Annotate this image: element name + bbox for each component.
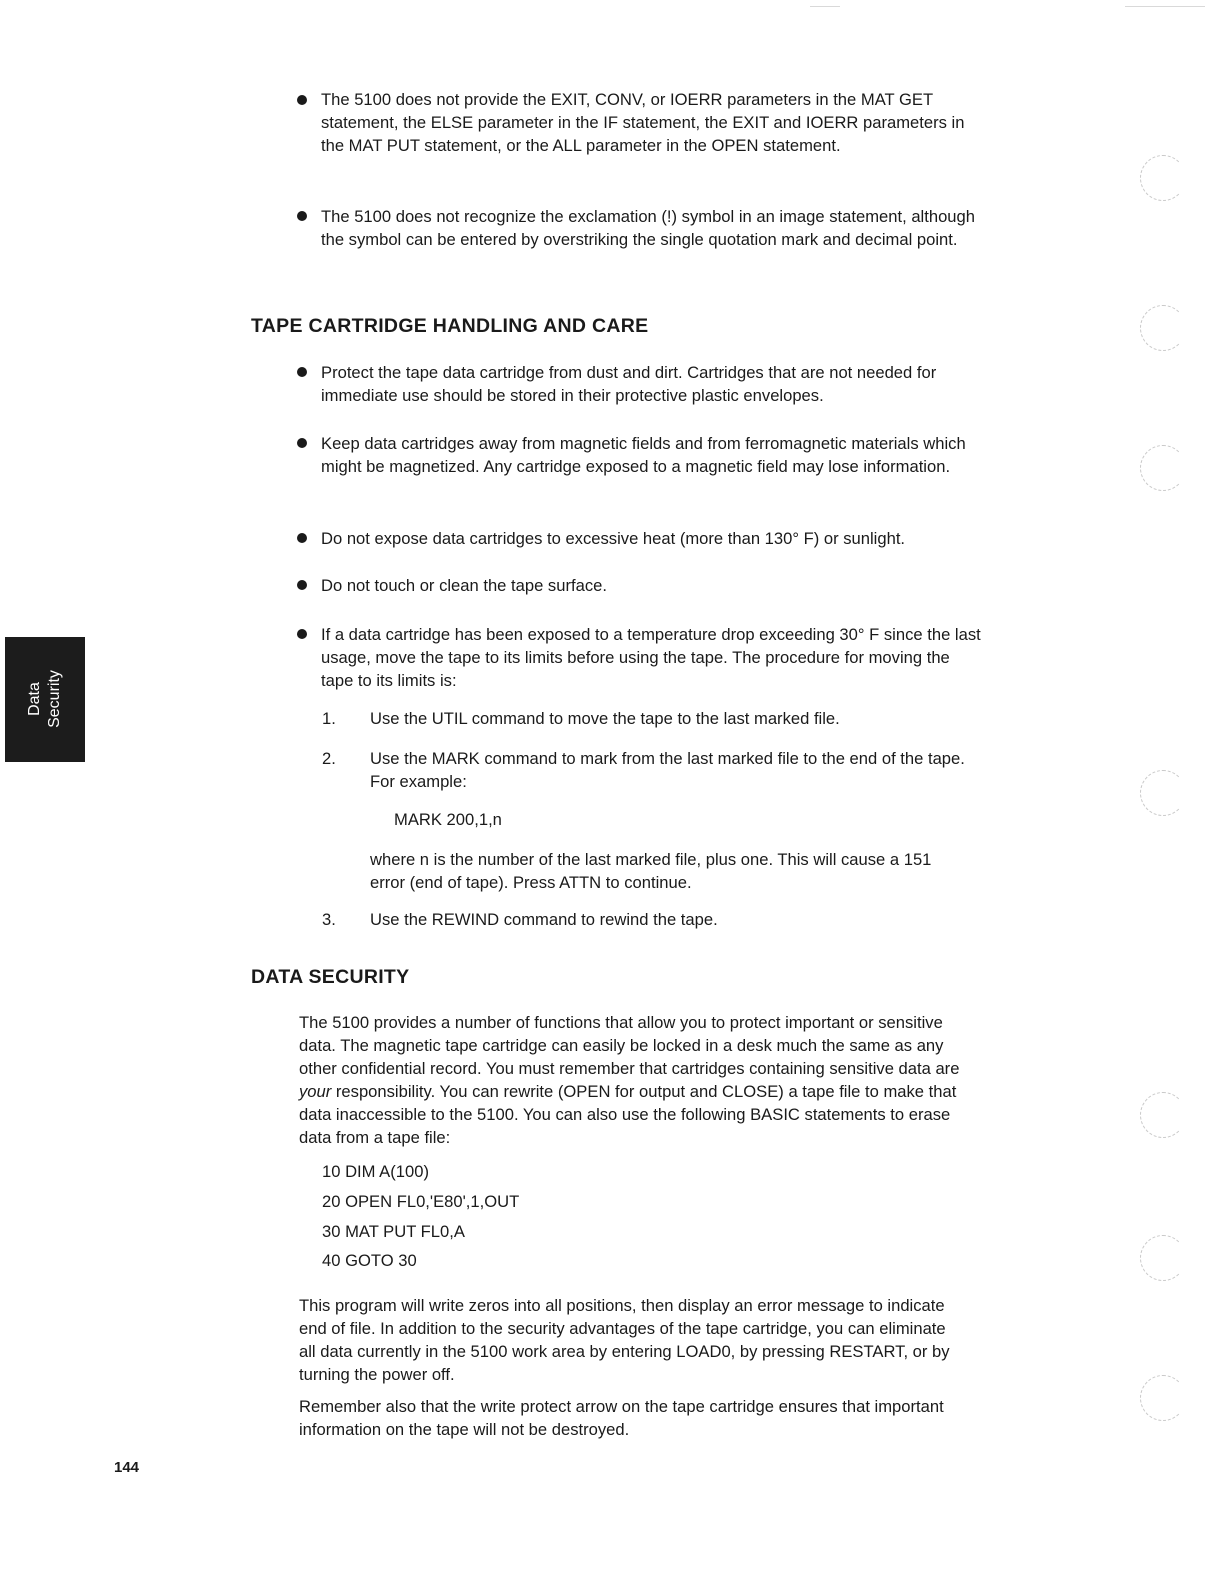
- step-number: 3.: [322, 910, 336, 929]
- step-number: 2.: [322, 749, 336, 768]
- security-program-paragraph: This program will write zeros into all positions, then display an error message to indicate end of file. In addition to the security advantages of the tape cartridge, you can eliminate all data currently in the 5100 work area by entering LOAD0, by pressing RESTART, or by turning the power off.: [299, 1296, 950, 1384]
- bullet-exit-conv-ioerr: The 5100 does not provide the EXIT, CONV, or IOERR parameters in the MAT GET statement, the ELSE parameter in the IF statement, the EXIT and IOERR parameters in the MAT PUT statement, or the ALL parameter in the OPEN statement.: [321, 90, 965, 155]
- bullet-temperature-drop: If a data cartridge has been exposed to a temperature drop exceeding 30° F since the last usage, move the tape to its limits before using the tape. The procedure for moving the tape to its limits is:: [321, 625, 981, 690]
- step-number: 1.: [322, 709, 336, 728]
- step-util-command: Use the UTIL command to move the tape to the last marked file.: [370, 709, 840, 728]
- binder-hole-2: [1140, 305, 1186, 351]
- code-line: 30 MAT PUT FL0,A: [322, 1222, 465, 1241]
- code-line: 20 OPEN FL0,'E80',1,OUT: [322, 1192, 520, 1211]
- binder-hole-7: [1140, 1375, 1186, 1421]
- scan-mark-top: [1125, 6, 1205, 7]
- code-line: 40 GOTO 30: [322, 1251, 417, 1270]
- example-mark-statement: MARK 200,1,n: [394, 810, 502, 829]
- bullet-dot: [297, 580, 307, 590]
- scan-mark-top-small: [810, 6, 840, 7]
- bullet-protect-dust: Protect the tape data cartridge from dust and dirt. Cartridges that are not needed for immediate use should be stored in their protective plastic envelopes.: [321, 363, 937, 405]
- binder-hole-3: [1140, 445, 1186, 491]
- bullet-dot: [297, 438, 307, 448]
- binder-hole-1: [1140, 155, 1186, 201]
- bullet-do-not-touch: Do not touch or clean the tape surface.: [321, 576, 607, 595]
- code-line: 10 DIM A(100): [322, 1162, 429, 1181]
- binder-hole-6: [1140, 1235, 1186, 1281]
- emphasis-your: your: [299, 1082, 332, 1101]
- example-note: where n is the number of the last marked file, plus one. This will cause a 151 error (end of tape). Press ATTN to continue.: [370, 850, 932, 892]
- bullet-dot: [297, 367, 307, 377]
- security-intro-paragraph: The 5100 provides a number of functions that allow you to protect important or sensitive data. The magnetic tape cartridge can easily be locked in a desk much the same as any other confidential record. You must remember that cartridges containing sensitive data are your responsibility. You can rewrite (OPEN for output and CLOSE) a tape file to make that data inaccessible to the 5100. You can also use the following BASIC statements to erase data from a tape file:: [299, 1013, 960, 1147]
- heading-tape-cartridge: TAPE CARTRIDGE HANDLING AND CARE: [251, 315, 649, 337]
- step-mark-command: Use the MARK command to mark from the last marked file to the end of the tape. For example:: [370, 749, 965, 791]
- bullet-excessive-heat: Do not expose data cartridges to excessive heat (more than 130° F) or sunlight.: [321, 529, 906, 548]
- step-rewind-command: Use the REWIND command to rewind the tape.: [370, 910, 718, 929]
- bullet-dot: [297, 211, 307, 221]
- bullet-dot: [297, 533, 307, 543]
- side-tab-label: Data Security: [26, 670, 63, 728]
- bullet-exclamation-symbol: The 5100 does not recognize the exclamation (!) symbol in an image statement, although the symbol can be entered by overstriking the single quotation mark and decimal point.: [321, 207, 975, 249]
- bullet-magnetic-fields: Keep data cartridges away from magnetic fields and from ferromagnetic materials which might be magnetized. Any cartridge exposed to a magnetic field may lose information.: [321, 434, 966, 476]
- section-side-tab: [5, 637, 85, 762]
- binder-hole-5: [1140, 1092, 1186, 1138]
- bullet-dot: [297, 95, 307, 105]
- bullet-dot: [297, 629, 307, 639]
- security-write-protect-paragraph: Remember also that the write protect arrow on the tape cartridge ensures that important information on the tape will not be destroyed.: [299, 1397, 944, 1439]
- page-number: 144: [114, 1459, 140, 1476]
- heading-data-security: DATA SECURITY: [251, 966, 410, 988]
- binder-hole-4: [1140, 770, 1186, 816]
